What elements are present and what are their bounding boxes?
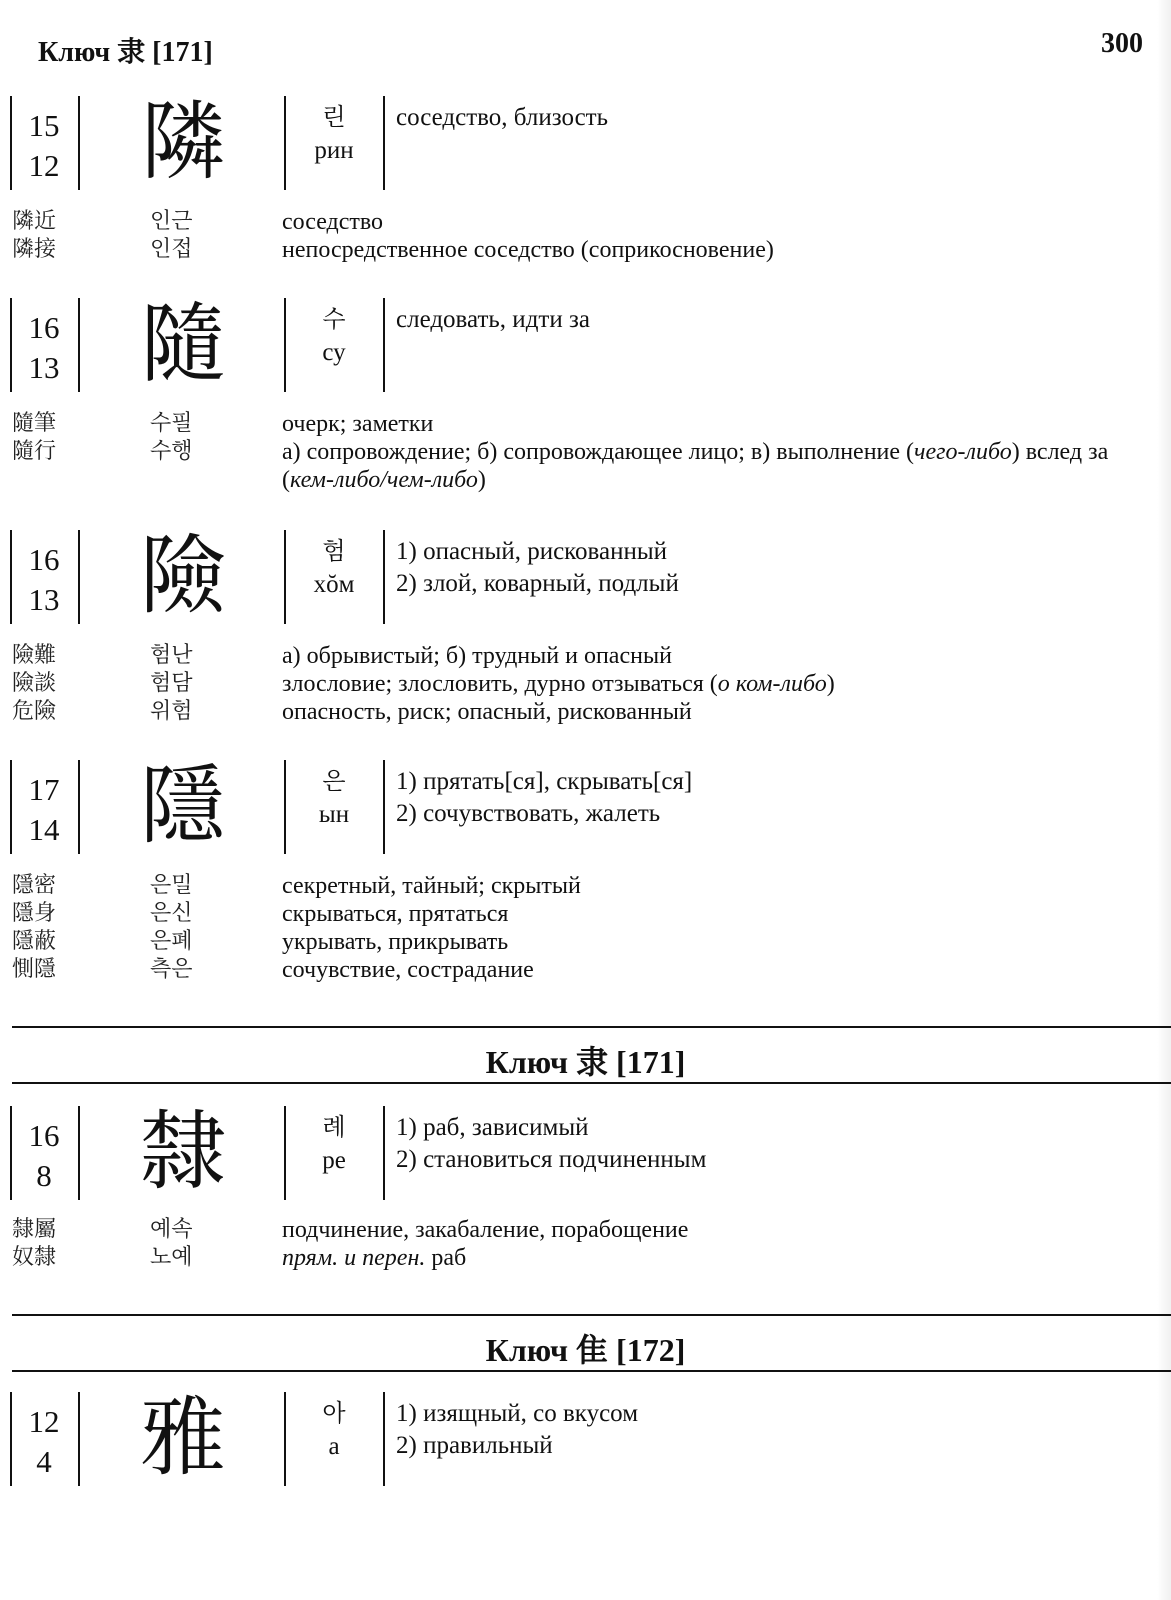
entry-card xyxy=(0,756,1171,860)
compound-row xyxy=(0,670,1171,698)
compound-row xyxy=(0,410,1171,438)
korean-reading: 은 xyxy=(322,767,346,795)
korean-reading: 아 xyxy=(322,1399,346,1427)
radical-section-header xyxy=(0,1026,1171,1084)
divider xyxy=(284,760,286,854)
meaning-item: 2) правильный xyxy=(396,1432,553,1459)
divider xyxy=(78,1106,80,1200)
divider xyxy=(10,1106,12,1200)
compound-hangul: 은폐 xyxy=(150,929,193,954)
divider xyxy=(78,96,80,190)
compound-row xyxy=(0,208,1171,236)
meaning-item: 2) сочувствовать, жалеть xyxy=(396,800,661,827)
headword-character: 隸 xyxy=(140,1102,226,1202)
korean-reading: 례 xyxy=(322,1113,346,1141)
divider xyxy=(78,1392,80,1486)
headword-character: 險 xyxy=(140,526,226,626)
korean-reading: 린 xyxy=(322,103,346,131)
compound-row xyxy=(0,928,1171,956)
divider xyxy=(78,530,80,624)
compound-hangul: 험담 xyxy=(150,671,193,696)
residual-strokes: 12 xyxy=(28,148,60,183)
meaning-item: 1) опасный, рискованный xyxy=(396,538,668,565)
compound-translation: соседство xyxy=(282,209,384,235)
rule xyxy=(12,1026,1171,1028)
russian-reading: хŏм xyxy=(313,571,355,598)
compound-row xyxy=(0,900,1171,928)
total-strokes: 15 xyxy=(28,108,60,143)
compound-translation: сочувствие, сострадание xyxy=(282,957,534,983)
compound-hanzi: 隨行 xyxy=(12,439,57,464)
divider xyxy=(383,298,385,392)
meaning-line xyxy=(396,766,692,830)
compound-hangul: 위험 xyxy=(150,699,193,724)
korean-reading: 험 xyxy=(322,537,346,565)
compound-hangul: 은밀 xyxy=(150,873,193,898)
compound-hanzi: 險難 xyxy=(12,643,57,668)
compound-hangul: 인근 xyxy=(150,209,193,234)
compound-row xyxy=(0,698,1171,726)
compound-hangul: 은신 xyxy=(150,901,193,926)
residual-strokes: 4 xyxy=(36,1444,52,1479)
residual-strokes: 13 xyxy=(28,350,60,385)
russian-reading: су xyxy=(322,339,346,366)
entry-card xyxy=(0,294,1171,398)
compound-row xyxy=(0,236,1171,264)
meaning-line: следовать, идти за xyxy=(396,306,590,333)
compound-hanzi: 險談 xyxy=(12,671,57,696)
compound-row xyxy=(0,872,1171,900)
total-strokes: 12 xyxy=(28,1404,60,1439)
compound-hanzi: 奴隸 xyxy=(12,1245,57,1270)
headword-character: 隨 xyxy=(140,294,226,394)
meaning-line xyxy=(396,1398,638,1462)
divider xyxy=(383,1106,385,1200)
divider xyxy=(383,1392,385,1486)
compound-hanzi: 隱身 xyxy=(12,901,57,926)
compound-hangul: 수필 xyxy=(150,411,193,436)
divider xyxy=(78,298,80,392)
divider xyxy=(284,298,286,392)
divider xyxy=(383,530,385,624)
russian-reading: ын xyxy=(318,801,350,828)
compound-translation: очерк; заметки xyxy=(282,411,434,437)
compound-row xyxy=(0,438,1171,494)
radical-section-header xyxy=(0,1314,1171,1372)
compound-hangul: 인접 xyxy=(150,237,193,262)
divider xyxy=(284,1392,286,1486)
section-title: Ключ 隹 [172] xyxy=(485,1332,686,1368)
divider xyxy=(10,1392,12,1486)
meaning-item: 2) становиться подчиненным xyxy=(396,1146,707,1173)
compound-hangul: 수행 xyxy=(150,439,193,464)
compound-list xyxy=(0,1216,1171,1272)
compound-translation: злословие; злословить, дурно отзываться (о ком-либо) xyxy=(282,671,835,697)
page-number: 300 xyxy=(1101,28,1143,59)
total-strokes: 16 xyxy=(28,542,60,577)
compound-hanzi: 危險 xyxy=(12,699,57,724)
rule xyxy=(12,1314,1171,1316)
compound-hanzi: 隱蔽 xyxy=(12,929,57,954)
russian-reading: а xyxy=(328,1433,340,1460)
compound-hangul: 예속 xyxy=(150,1217,193,1242)
compound-translation: скрываться, прятаться xyxy=(282,901,509,927)
russian-reading: рин xyxy=(314,137,354,164)
divider xyxy=(383,760,385,854)
compound-hanzi: 隸屬 xyxy=(12,1217,57,1242)
meaning-item: 1) прятать[ся], скрывать[ся] xyxy=(396,768,693,795)
meaning-item: 1) изящный, со вкусом xyxy=(396,1400,639,1427)
meaning-item: 2) злой, коварный, подлый xyxy=(396,570,679,597)
compound-row xyxy=(0,642,1171,670)
compound-hanzi: 惻隱 xyxy=(12,957,57,982)
compound-translation: секретный, тайный; скрытый xyxy=(282,873,581,899)
residual-strokes: 8 xyxy=(36,1158,52,1193)
headword-character: 隱 xyxy=(140,756,226,856)
running-header: Ключ 隶 [171] xyxy=(38,37,213,68)
meaning-line xyxy=(396,536,679,600)
divider xyxy=(284,530,286,624)
compound-translation: непосредственное соседство (соприкосновение) xyxy=(282,237,774,263)
entry-card xyxy=(0,1102,1171,1206)
compound-translation: прям. и перен. раб xyxy=(282,1245,467,1271)
divider xyxy=(10,530,12,624)
compound-row xyxy=(0,1216,1171,1244)
compound-row xyxy=(0,1244,1171,1272)
divider xyxy=(383,96,385,190)
divider xyxy=(10,298,12,392)
compound-translation: подчинение, закабаление, порабощение xyxy=(282,1217,689,1243)
divider xyxy=(78,760,80,854)
compound-hanzi: 隣接 xyxy=(12,237,57,262)
compound-translation: а) обрывистый; б) трудный и опасный xyxy=(282,643,672,669)
meaning-line: соседство, близость xyxy=(396,104,608,131)
compound-hanzi: 隨筆 xyxy=(12,411,57,436)
residual-strokes: 13 xyxy=(28,582,60,617)
total-strokes: 16 xyxy=(28,310,60,345)
headword-character: 隣 xyxy=(140,92,226,192)
residual-strokes: 14 xyxy=(28,812,60,847)
compound-list xyxy=(0,410,1171,494)
section-title: Ключ 隶 [171] xyxy=(485,1044,686,1080)
compound-hangul: 측은 xyxy=(150,957,193,982)
korean-reading: 수 xyxy=(322,305,346,333)
headword-character: 雅 xyxy=(140,1388,226,1488)
total-strokes: 16 xyxy=(28,1118,60,1153)
compound-hanzi: 隣近 xyxy=(12,209,57,234)
compound-translation: укрывать, прикрывать xyxy=(282,929,509,955)
compound-translation: а) сопровождение; б) сопровождающее лицо; в) выполнение (чего-либо) вслед за (кем-либо/чем-либо) xyxy=(282,439,1109,493)
entry-card xyxy=(0,1388,1171,1492)
compound-hangul: 험난 xyxy=(150,643,193,668)
compound-hanzi: 隱密 xyxy=(12,873,57,898)
compound-list xyxy=(0,872,1171,984)
divider xyxy=(10,760,12,854)
meaning-item: 1) раб, зависимый xyxy=(396,1114,589,1141)
russian-reading: ре xyxy=(322,1147,346,1174)
rule xyxy=(12,1082,1171,1084)
compound-list xyxy=(0,208,1171,264)
compound-hangul: 노예 xyxy=(150,1245,193,1270)
total-strokes: 17 xyxy=(28,772,60,807)
compound-translation: опасность, риск; опасный, рискованный xyxy=(282,699,692,725)
entry-card xyxy=(0,526,1171,630)
divider xyxy=(10,96,12,190)
compound-list xyxy=(0,642,1171,726)
compound-row xyxy=(0,956,1171,984)
rule xyxy=(12,1370,1171,1372)
divider xyxy=(284,96,286,190)
meaning-line xyxy=(396,1112,706,1176)
entry-card xyxy=(0,92,1171,196)
divider xyxy=(284,1106,286,1200)
